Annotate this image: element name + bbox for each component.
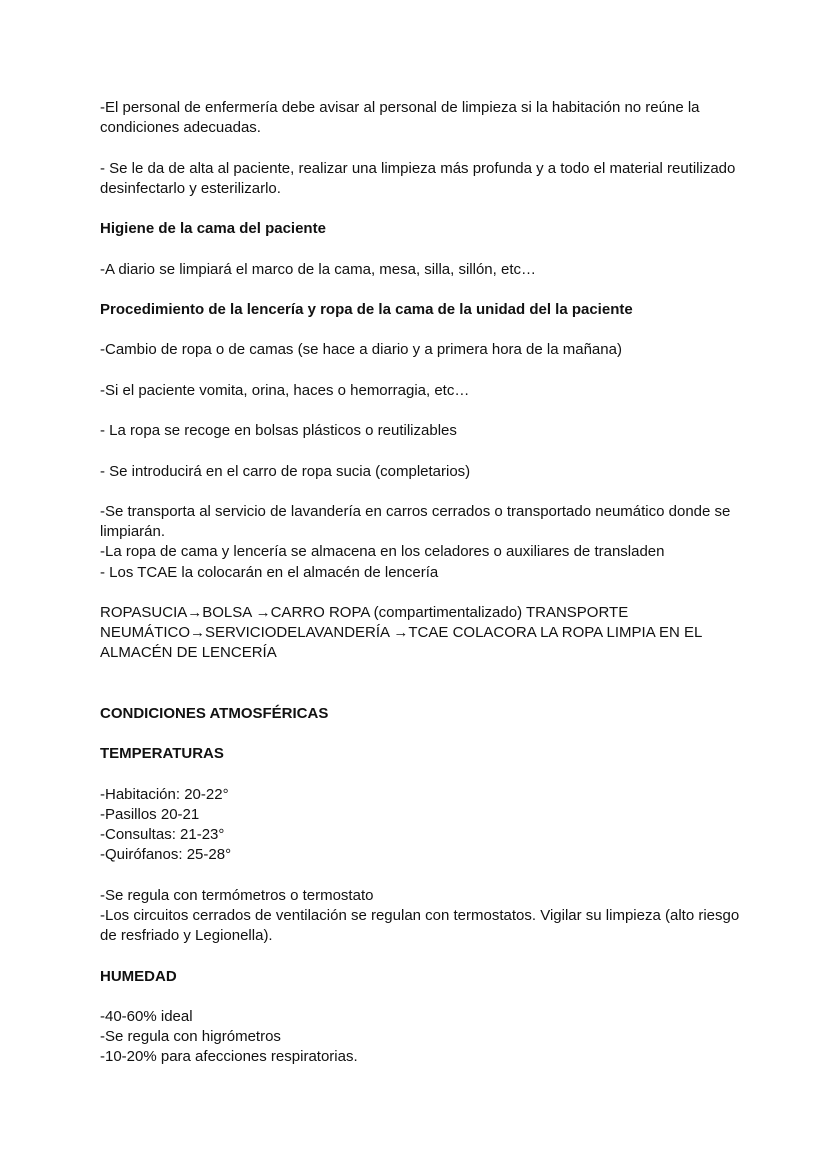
list-item-humedad: -Se regula con higrómetros	[100, 1028, 281, 1046]
heading-procedimiento-lenceria: Procedimiento de la lencería y ropa de la cama de la unidad del la paciente	[100, 300, 633, 318]
list-item-temperatura: -Habitación: 20-22°	[100, 785, 229, 803]
paragraph-circuitos-ventilacion: -Los circuitos cerrados de ventilación se regulan con termostatos. Vigilar su limpieza (alto riesgo de resfriado y Legionella).	[100, 906, 740, 945]
document-page	[100, 98, 740, 1068]
list-item-humedad: -40-60% ideal	[100, 1007, 193, 1025]
paragraph-termostato: -Se regula con termómetros o termostato	[100, 886, 374, 904]
list-item-temperatura: -Pasillos 20-21	[100, 805, 200, 823]
paragraph-flujo-ropa: ROPASUCIA→BOLSA →CARRO ROPA (compartimentalizado) TRANSPORTE NEUMÁTICO→SERVICIODELAVANDERÍA →TCAE COLACORA LA ROPA LIMPIA EN EL ALMACÉN DE LENCERÍA	[100, 603, 702, 662]
heading-temperaturas: TEMPERATURAS	[100, 745, 224, 763]
paragraph-transporte-lavanderia: -Se transporta al servicio de lavandería en carros cerrados o transportado neumático donde se limpiarán.	[100, 502, 731, 541]
paragraph-vomito: -Si el paciente vomita, orina, haces o hemorragia, etc…	[100, 381, 470, 399]
paragraph-cambio-ropa: -Cambio de ropa o de camas (se hace a diario y a primera hora de la mañana)	[100, 341, 622, 359]
list-item-temperatura: -Consultas: 21-23°	[100, 826, 225, 844]
paragraph-alta-paciente: - Se le da de alta al paciente, realizar una limpieza más profunda y a todo el material reutilizado desinfectarlo y esterilizarlo.	[100, 159, 736, 197]
list-item-humedad: -10-20% para afecciones respiratorias.	[100, 1048, 358, 1066]
paragraph-almacen-celadores: -La ropa de cama y lencería se almacena en los celadores o auxiliares de transladen	[100, 543, 665, 561]
heading-humedad: HUMEDAD	[100, 967, 177, 985]
paragraph-aviso-limpieza: -El personal de enfermería debe avisar al personal de limpieza si la habitación no reúne la condiciones adecuadas.	[100, 99, 700, 137]
list-item-temperatura: -Quirófanos: 25-28°	[100, 846, 232, 864]
paragraph-tcae-almacen: - Los TCAE la colocarán en el almacén de lencería	[100, 563, 439, 581]
paragraph-carro-ropa-sucia: - Se introducirá en el carro de ropa sucia (completarios)	[100, 462, 471, 480]
paragraph-bolsas: - La ropa se recoge en bolsas plásticos o reutilizables	[100, 422, 457, 440]
heading-higiene-cama: Higiene de la cama del paciente	[100, 220, 326, 238]
heading-condiciones-atmosfericas: CONDICIONES ATMOSFÉRICAS	[100, 704, 329, 722]
paragraph-limpieza-diaria: -A diario se limpiará el marco de la cama, mesa, silla, sillón, etc…	[100, 260, 536, 278]
